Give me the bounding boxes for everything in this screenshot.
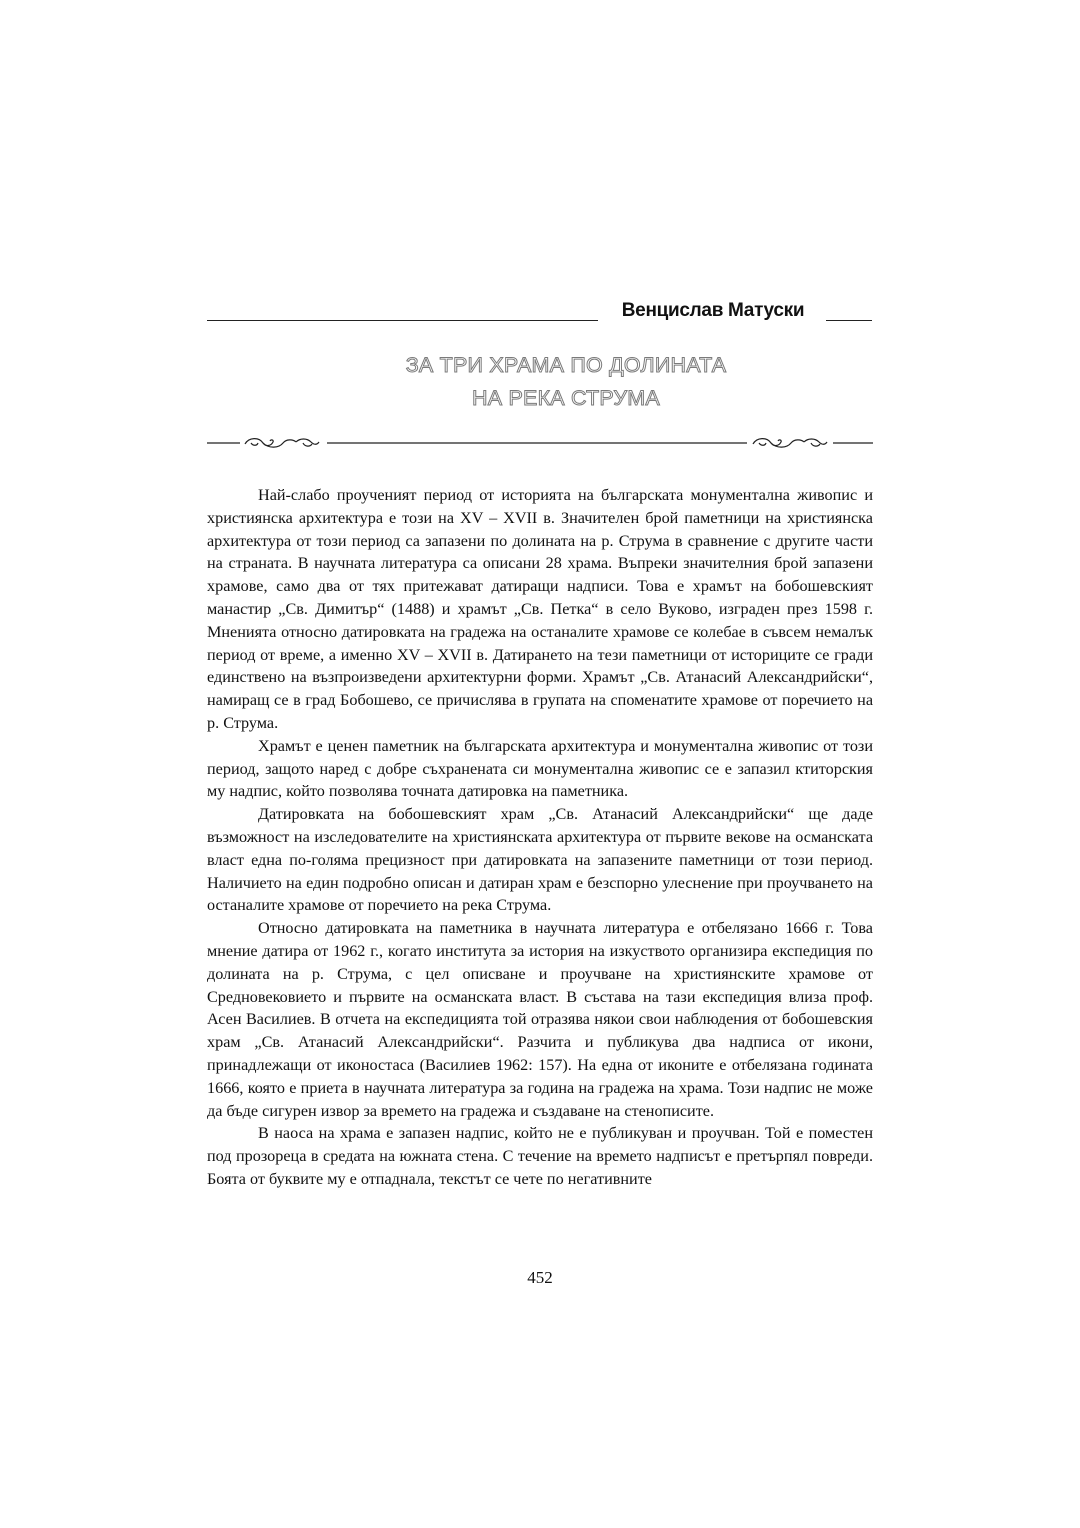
- header-rule-right: [826, 320, 872, 321]
- body-paragraph: Относно датировката на паметника в научната литература е отбелязано 1666 г. Това мнение датира от 1962 г., когато института за история на изкуството организира експедиция по долината на р. Струма, с цел описване и проучване на християнските храмове от Средновековието и първите на османската власт. В състава на тази експедиция влиза проф. Асен Василиев. В отчета на експедицията той отразява някои свои наблюдения от бобошевския храм „Св. Атанасий Александрийски“. Разчита и публикува два надписа от икони, принадлежащи от иконостаса (Василиев 1962: 157). На една от иконите е отбелязана годината 1666, която е приета в научната литература за година на градежа на храма. Този надпис не може да бъде сигурен извор за времето на градежа и създаване на стенописите.: [207, 919, 873, 1120]
- title-line-1: ЗА ТРИ ХРАМА ПО ДОЛИНАТА: [405, 353, 727, 377]
- article-body: [207, 484, 873, 1191]
- page-number: 452: [527, 1268, 553, 1287]
- body-paragraph: В наоса на храма е запазен надпис, който не е публикуван и проучван. Той е поместен под прозореца в средата на южната стена. С течение на времето надписът е претърпял повреди. Боята от буквите му е отпаднала, текстът се чете по негативните: [207, 1124, 873, 1188]
- decorative-ornament-divider: [207, 433, 873, 453]
- flourish-icon: [753, 439, 827, 448]
- body-paragraph: Датировката на бобошевският храм „Св. Атанасий Александрийски“ ще даде възможност на изследователите на християнската архитектура от първите векове на османската власт една по-голяма прецизност при датировката на запазените паметници от този период. Наличието на един подробно описан и датиран храм е безспорно улеснение при проучването на останалите храмове от поречието на река Струма.: [207, 805, 873, 915]
- author-name: Венцислав Матуски: [621, 300, 805, 321]
- body-paragraph: Храмът е ценен паметник на българската архитектура и монументална живопис от този период, защото наред с добре съхранената си монументална живопис се е запазил ктиторския му надпис, който позволява точната датировка на паметника.: [207, 736, 873, 801]
- flourish-icon: [245, 439, 319, 448]
- body-paragraph: Най-слабо проученият период от историята на българската монументална живопис и християнска архитектура е този на XV – XVII в. Значителен брой паметници на християнска архитектура от този период са запазени по долината на р. Струма в сравнение с другите части на страната. В научната литература са описани 28 храма. Въпреки значителния брой запазени храмове, само два от тях притежават датиращи надписи. Това е храмът на бобошевският манастир „Св. Димитър“ (1488) и храмът „Св. Петка“ в село Вуково, изграден през 1598 г. Мненията относно датировката на градежа на останалите храмове се колебае в съвсем немалък период от време, а именно XV – XVII в. Датирането на тези паметници от историците се гради единствено на възпроизведени архитектурни форми. Храмът „Св. Атанасий Александрийски“, намиращ се в град Бобошево, се причислява в групата на споменатите храмове от поречието на р. Струма.: [207, 486, 873, 732]
- article-title: [300, 349, 832, 415]
- title-line-2: НА РЕКА СТРУМА: [472, 386, 660, 410]
- header-rule-left: [207, 320, 598, 321]
